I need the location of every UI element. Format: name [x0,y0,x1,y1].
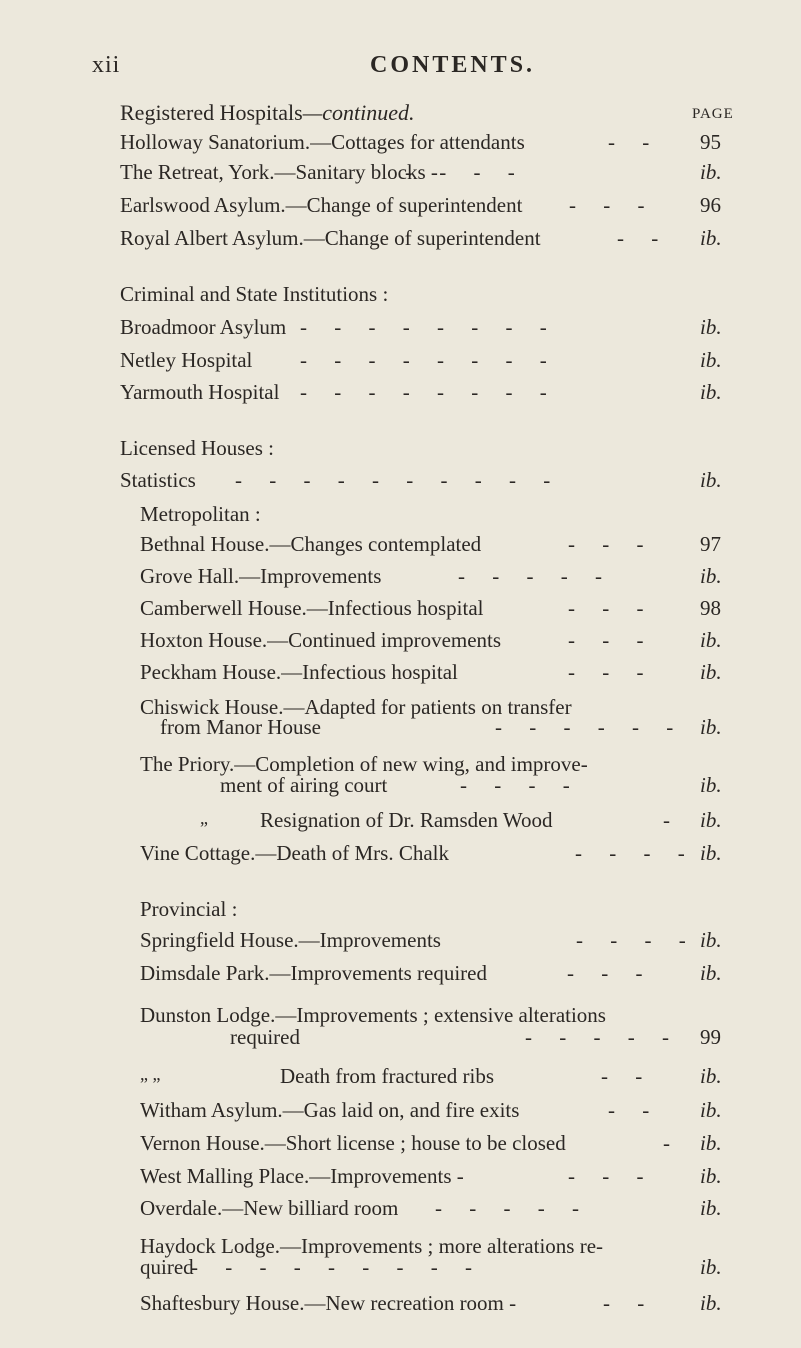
dot-leader: - - [603,1291,645,1315]
entry-text: Witham Asylum.—Gas laid on, and fire exits [140,1098,520,1122]
page-reference: 97 [700,532,721,556]
page-reference: 95 [700,130,721,154]
entry-text: Springfield House.—Improvements [140,928,441,952]
page-reference: ib. [700,628,722,652]
entry-text: Camberwell House.—Infectious hospital [140,596,484,620]
dot-leader: - - - - - - - - - - [235,468,551,492]
entry-text: Grove Hall.—Improvements [140,564,382,588]
entry-text: Vernon House.—Short license ; house to be closed [140,1131,566,1155]
page-reference: ib. [700,1098,722,1122]
contents-entry [0,841,801,881]
dot-leader: - - [608,1098,650,1122]
dot-leader: - - - [568,596,644,620]
entry-text: Statistics [120,468,196,492]
dot-leader: - - - - - - [495,715,674,739]
entry-text: Licensed Houses : [120,436,274,460]
entry-text: Broadmoor Asylum [120,315,287,339]
entry-text: Yarmouth Hospital [120,380,280,404]
contents-entry [0,715,801,755]
entry-text: required [230,1025,300,1049]
page-reference: ib. [700,1291,722,1315]
page-reference: ib. [700,315,722,339]
entry-text: West Malling Place.—Improvements - [140,1164,464,1188]
entry-text: Dimsdale Park.—Improvements required [140,961,487,985]
entry-text: from Manor House [160,715,321,739]
contents-entry [0,1255,801,1295]
contents-entry [0,773,801,813]
entry-text: Provincial : [140,897,238,921]
entry-text: quired [140,1255,194,1279]
dot-leader: - - - - [460,773,570,797]
dot-leader: - - - [567,961,643,985]
page-reference: ib. [700,773,722,797]
dot-leader: - - - - - - - - [300,348,547,372]
dot-leader: - - [601,1064,643,1088]
entry-text: Death from fractured ribs [280,1064,494,1088]
page-reference: ib. [700,1131,722,1155]
entry-text: The Priory.—Completion of new wing, and improve- [140,752,588,776]
page-reference: ib. [700,564,722,588]
dot-leader: - - - - - - - - [300,315,547,339]
page-reference: ib. [700,1255,722,1279]
page-reference: ib. [700,961,722,985]
page-reference: 99 [700,1025,721,1049]
entry-text: Shaftesbury House.—New recreation room - [140,1291,517,1315]
entry-text: Hoxton House.—Continued improvements [140,628,502,652]
page-reference: ib. [700,468,722,492]
page-reference: ib. [700,226,722,250]
entry-text: Metropolitan : [140,502,261,526]
entry-text: Dunston Lodge.—Improvements ; extensive alterations [140,1003,606,1027]
contents-entry [0,1291,801,1331]
section-heading-registered [120,100,415,126]
contents-entry [0,961,801,1001]
dot-leader: - - - - - [525,1025,669,1049]
dot-leader: - - - - [405,160,515,184]
entry-text: Criminal and State Institutions : [120,282,389,306]
page-reference: ib. [700,841,722,865]
page-reference: ib. [700,1164,722,1188]
page-column-header: PAGE [692,106,734,122]
entry-text: Overdale.—New billiard room [140,1196,399,1220]
dot-leader: - - - [568,660,644,684]
page-reference: ib. [700,380,722,404]
dot-leader: - - [617,226,659,250]
page-reference: 98 [700,596,721,620]
entry-text: Royal Albert Asylum.—Change of superintendent [120,226,541,250]
dot-leader: - - - - - [435,1196,579,1220]
entry-text: Netley Hospital [120,348,253,372]
dot-leader: - [663,808,670,832]
entry-text: ment of airing court [220,773,388,797]
page-reference: 96 [700,193,721,217]
entry-text: Resignation of Dr. Ramsden Wood [260,808,553,832]
entry-text: Peckham House.—Infectious hospital [140,660,458,684]
continued-label: —continued. [302,100,415,125]
contents-entry [0,660,801,700]
entry-text: Vine Cottage.—Death of Mrs. Chalk [140,841,450,865]
contents-entry [0,380,801,420]
dot-leader: - - - - [576,928,686,952]
section-heading-text: Registered Hospitals [120,100,303,125]
dot-leader: - - - [569,193,645,217]
page-reference: ib. [700,1196,722,1220]
entry-text: Haydock Lodge.—Improvements ; more alterations re- [140,1234,604,1258]
dot-leader: - - - - - - - - [300,380,547,404]
ditto-mark: „ [200,808,208,828]
contents-entry [0,1025,801,1065]
entry-text: Earlswood Asylum.—Change of superintendent [120,193,523,217]
entry-text: Chiswick House.—Adapted for patients on transfer [140,695,572,719]
entry-text: The Retreat, York.—Sanitary blocks - [120,160,438,184]
page-reference: ib. [700,928,722,952]
page-reference: ib. [700,660,722,684]
entry-text: Bethnal House.—Changes contemplated [140,532,482,556]
page-reference: ib. [700,1064,722,1088]
page-reference: ib. [700,715,722,739]
dot-leader: - - - - - - - - - [191,1255,472,1279]
page-reference: ib. [700,348,722,372]
dot-leader: - [663,1131,670,1155]
page-reference: ib. [700,808,722,832]
page-title: CONTENTS. [370,52,536,78]
dot-leader: - - - [568,628,644,652]
dot-leader: - - - - - [458,564,602,588]
page-number: xii [92,52,121,78]
dot-leader: - - - - [575,841,685,865]
ditto-mark: „ „ [140,1064,161,1084]
dot-leader: - - - [568,532,644,556]
entry-text: Holloway Sanatorium.—Cottages for attendants [120,130,525,154]
page-reference: ib. [700,160,722,184]
contents-entry [0,1196,801,1236]
dot-leader: - - [608,130,650,154]
dot-leader: - - - [568,1164,644,1188]
contents-entry [0,226,801,266]
